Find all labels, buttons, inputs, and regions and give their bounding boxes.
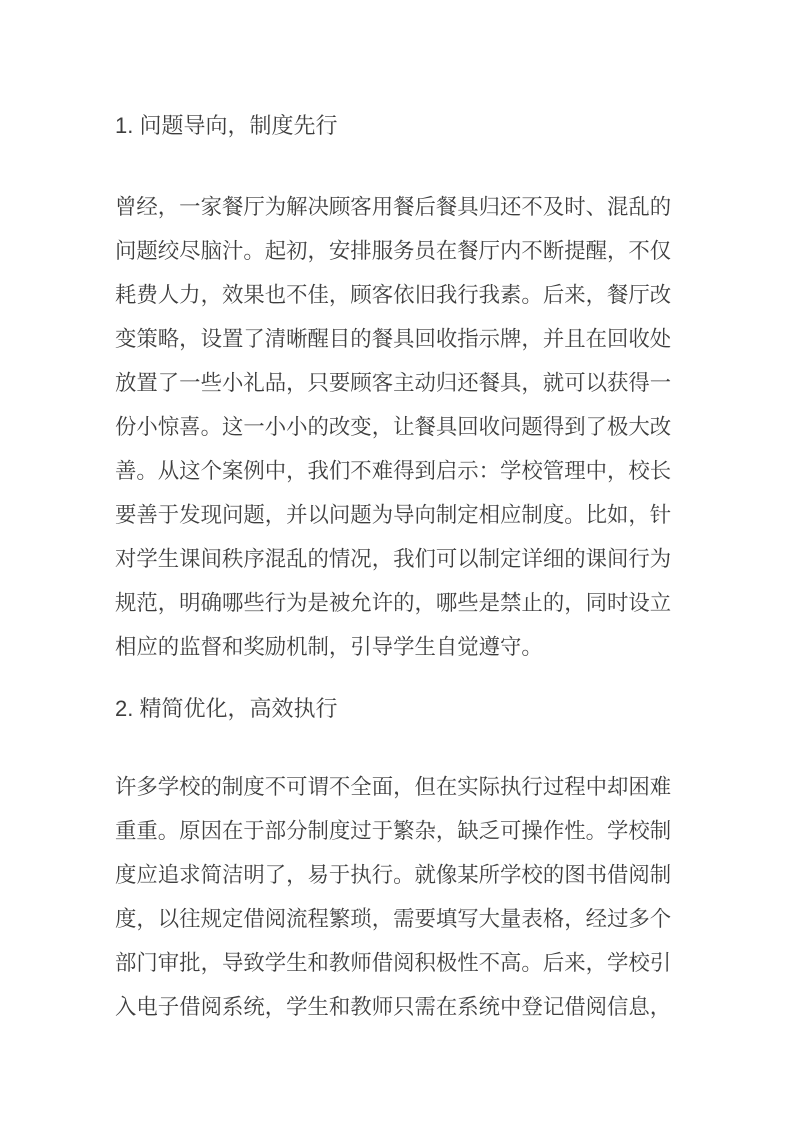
section-1-paragraph: 曾经，一家餐厅为解决顾客用餐后餐具归还不及时、混乱的 问题绞尽脑汁。起初，安排服务员在餐厅内不断提醒，不仅 耗费人力，效果也不佳，顾客依旧我行我素。后来，餐厅改 变策略，设置了清晰醒目的餐具回收指示牌，并且在回收处 放置了一些小礼品，只要顾客主动归还餐具，就可以获得一 份小惊喜。这一小小的改变，让餐具回收问题得到了极大改 善。从这个案例中，我们不难得到启示：学校管理中，校长 要善于发现问题，并以问题为导向制定相应制度。比如，针 对学生课间秩序混乱的情况，我们可以制定详细的课间行为 规范，明确哪些行为是被允许的，哪些是禁止的，同时设立 相应的监督和奖励机制，引导学生自觉遵守。 xyxy=(115,195,672,659)
document-text-block xyxy=(115,104,681,1029)
section-1-heading: 1. 问题导向，制度先行 xyxy=(115,113,338,138)
section-2-paragraph: 许多学校的制度不可谓不全面，但在实际执行过程中却困难 重重。原因在于部分制度过于繁杂，缺乏可操作性。学校制 度应追求简洁明了，易于执行。就像某所学校的图书借阅制 度，以往规定借阅流程繁琐，需要填写大量表格，经过多个 部门审批，导致学生和教师借阅积极性不高。后来，学校引 入电子借阅系统，学生和教师只需在系统中登记借阅信息， xyxy=(115,775,672,1019)
section-2-heading: 2. 精简优化，高效执行 xyxy=(115,696,338,721)
